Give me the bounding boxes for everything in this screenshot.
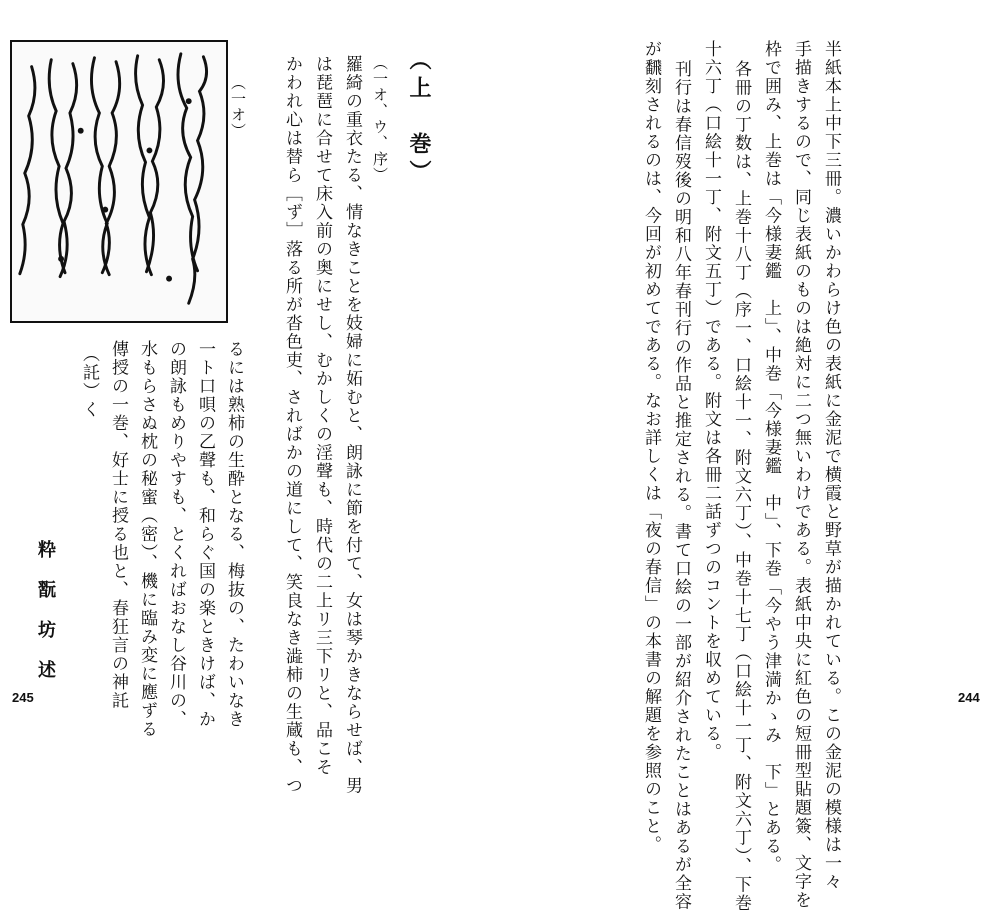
sub-label-1: （一オ）	[229, 75, 247, 139]
manuscript-calligraphy-image	[10, 40, 228, 323]
page-number-right: 244	[958, 690, 980, 705]
calligraphy-icon	[12, 42, 226, 321]
right-text-column-4: 各冊の丁数は、上巻十八丁（序一、口絵十一、附文六丁）、中巻十七丁（口絵十一丁、附文六丁）、下巻	[731, 60, 751, 913]
left-text-column-5: 一ト口唄の乙聲も、和らぐ国の楽ときけば、か	[195, 340, 215, 729]
left-text-column-9: （託）く	[79, 345, 99, 419]
left-text-column-4: るには熟柿の生酔となる、梅抜の、たわいなき	[224, 340, 244, 729]
right-text-column-6: 刊行は春信歿後の明和八年春刊行の作品と推定される。書て口絵の一部が紹介されたことはあるが全容	[671, 60, 691, 911]
right-text-column-3: 枠で囲み、上巻は「今様妻鑑 上」、中巻「今様妻鑑 中」、下巻「今やう津満かゝみ 下」とある。	[761, 40, 781, 874]
left-text-column-8: 傳授の一巻、好士に授る也と、春狂言の神託	[108, 340, 128, 710]
right-text-column-5: 十六丁（口絵十一丁、附文五丁）である。附文は各冊二話ずつのコントを収めている。	[701, 40, 721, 762]
left-text-column-1: 羅綺の重衣たる、情なきことを妓婦に妬むと、朗詠に節を付て、女は琴かきならせば、男	[342, 55, 362, 795]
author-signature: 粋翫坊述	[35, 540, 56, 700]
page-gutter	[500, 0, 501, 732]
left-text-column-7: 水もらさぬ枕の秘蜜（密）、機に臨み変に應ずる	[137, 340, 157, 739]
left-text-column-6: の朗詠もめりやすも、とくればおなし谷川の、	[166, 340, 186, 729]
left-text-column-3: かわれ心は替ら［ず］落る所が沓色吏、さればかの道にして、笑良なき澁柿の生蔵も、つ	[282, 55, 302, 795]
volume-heading: （上 巻）	[406, 48, 432, 188]
page-number-left: 245	[12, 690, 34, 705]
right-text-column-2: 手描きするので、同じ表紙のものは絶対に二つ無いわけである。表紙中央に紅色の短冊型貼題簽、文字を	[791, 40, 811, 910]
left-text-column-2: は琵琶に合せて床入前の奥にせし、むかしくの淫聲も、時代の二上リ三下リと、品こそ	[312, 55, 332, 777]
sub-label-0: （一オ、ウ、序）	[371, 55, 389, 183]
right-text-column-7: が飜刻されるのは、今回が初めてである。なお詳しくは「夜の春信」の本書の解題を参照のこと。	[641, 40, 661, 854]
right-text-column-1: 半紙本上中下三冊。濃いかわらけ色の表紙に金泥で横霞と野草が描かれている。この金泥の模様は一々	[821, 40, 841, 891]
